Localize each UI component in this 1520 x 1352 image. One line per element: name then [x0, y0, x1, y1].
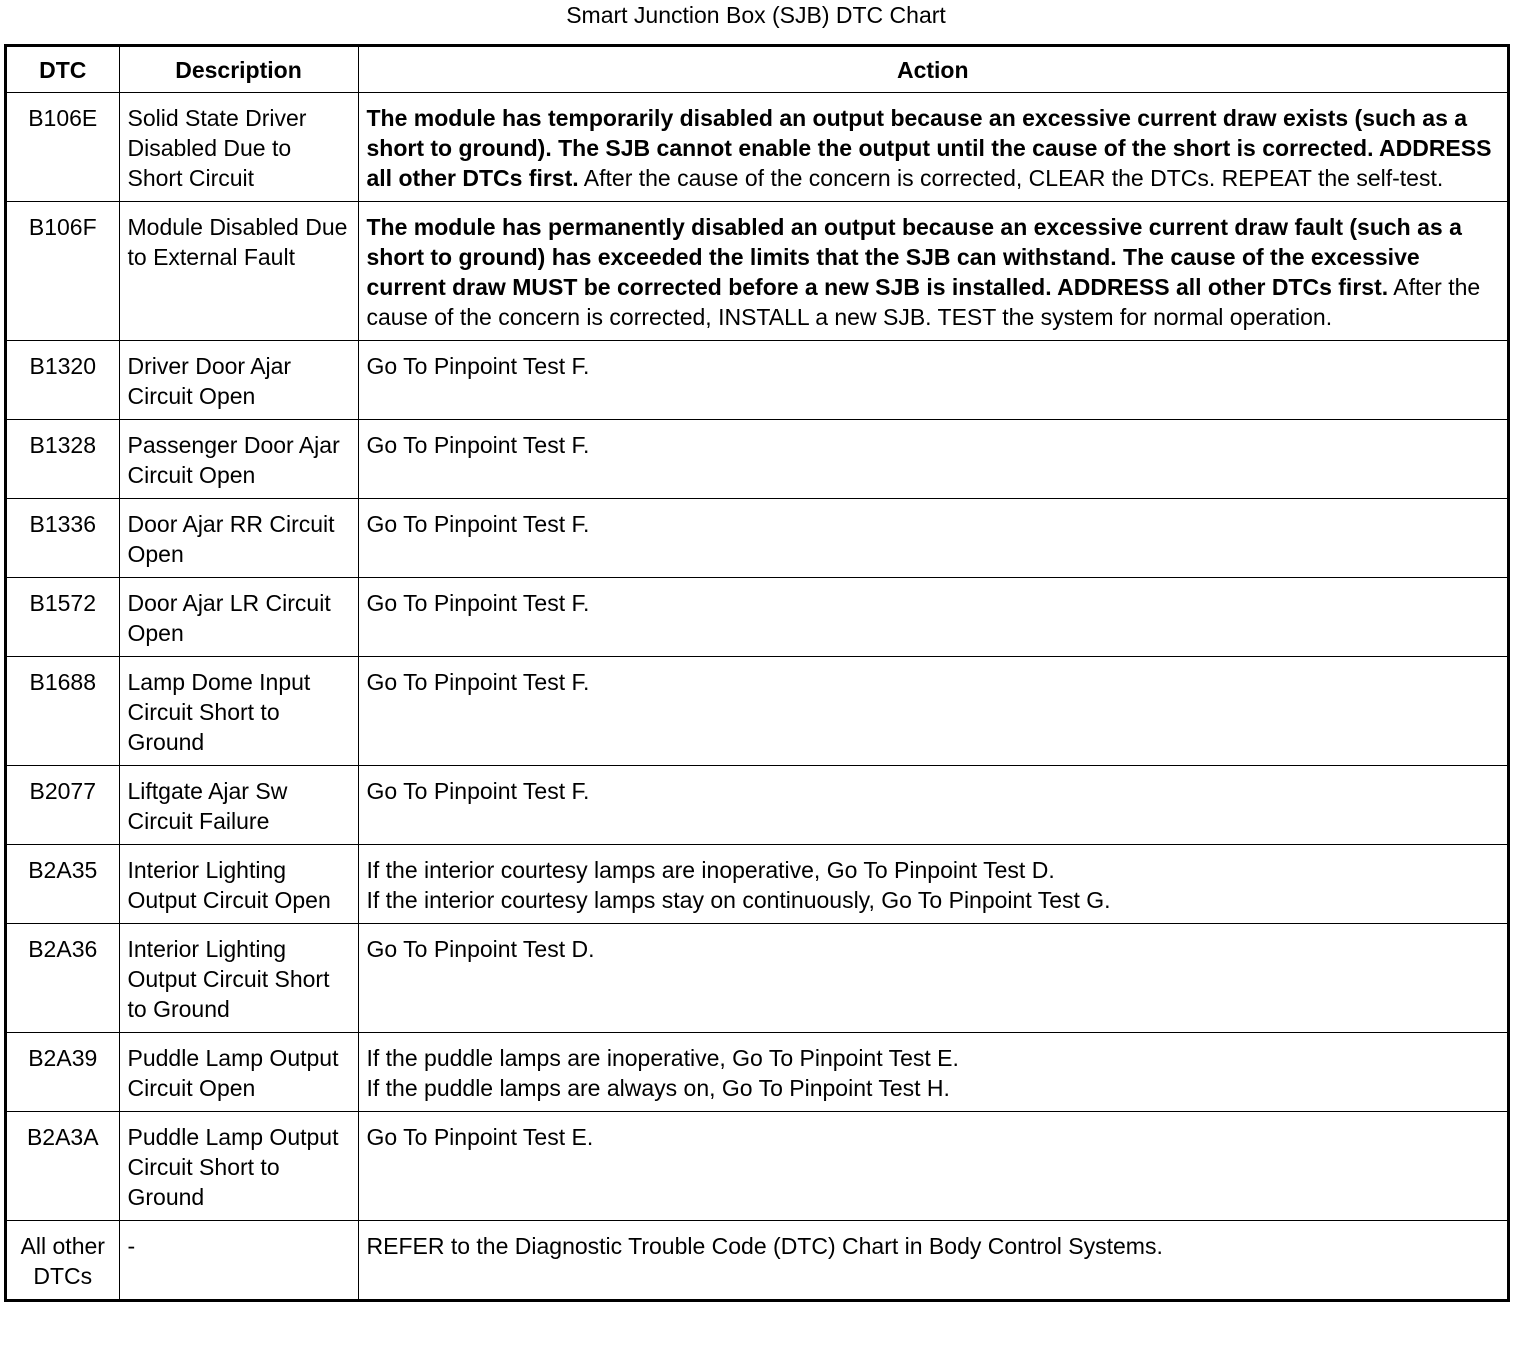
dtc-code: B106E	[7, 93, 119, 202]
dtc-description: Door Ajar LR Circuit Open	[119, 578, 358, 657]
table-row	[7, 845, 1507, 924]
action-line: If the puddle lamps are always on, Go To Pinpoint Test H.	[366, 1075, 950, 1101]
table-row	[7, 202, 1507, 341]
dtc-action: Go To Pinpoint Test F.	[358, 420, 1507, 499]
dtc-code: B2077	[7, 766, 119, 845]
dtc-action	[358, 202, 1507, 341]
dtc-action: REFER to the Diagnostic Trouble Code (DTC) Chart in Body Control Systems.	[358, 1221, 1507, 1300]
dtc-action	[358, 1033, 1507, 1112]
action-bold-text: The module has temporarily disabled an output because an excessive current draw exists (such as a short to ground). The SJB cannot enable the output until the cause of the short is corrected. ADDRESS all other DTCs first.	[366, 105, 1492, 191]
header-action: Action	[358, 47, 1507, 93]
dtc-action: Go To Pinpoint Test E.	[358, 1112, 1507, 1221]
table-row	[7, 657, 1507, 766]
dtc-code: B2A36	[7, 924, 119, 1033]
action-bold-text: The module has permanently disabled an output because an excessive current draw fault (such as a short to ground) has exceeded the limits that the SJB can withstand. The cause of the excessive current draw MUST be corrected before a new SJB is installed. ADDRESS all other DTCs first.	[366, 214, 1462, 300]
dtc-action: Go To Pinpoint Test F.	[358, 578, 1507, 657]
dtc-code: All other DTCs	[7, 1221, 119, 1300]
dtc-code: B2A39	[7, 1033, 119, 1112]
dtc-action	[358, 93, 1507, 202]
table-row	[7, 1221, 1507, 1300]
dtc-description: Liftgate Ajar Sw Circuit Failure	[119, 766, 358, 845]
dtc-action: Go To Pinpoint Test F.	[358, 341, 1507, 420]
dtc-action	[358, 845, 1507, 924]
dtc-description: -	[119, 1221, 358, 1300]
dtc-code: B106F	[7, 202, 119, 341]
dtc-description: Interior Lighting Output Circuit Open	[119, 845, 358, 924]
table-row	[7, 93, 1507, 202]
dtc-description: Door Ajar RR Circuit Open	[119, 499, 358, 578]
dtc-description: Solid State Driver Disabled Due to Short Circuit	[119, 93, 358, 202]
dtc-action: Go To Pinpoint Test D.	[358, 924, 1507, 1033]
table-row	[7, 499, 1507, 578]
action-line: If the puddle lamps are inoperative, Go To Pinpoint Test E.	[366, 1045, 959, 1071]
dtc-action: Go To Pinpoint Test F.	[358, 499, 1507, 578]
dtc-code: B2A35	[7, 845, 119, 924]
dtc-description: Passenger Door Ajar Circuit Open	[119, 420, 358, 499]
dtc-description: Puddle Lamp Output Circuit Short to Ground	[119, 1112, 358, 1221]
table-row	[7, 924, 1507, 1033]
dtc-code: B1688	[7, 657, 119, 766]
table-row	[7, 578, 1507, 657]
dtc-table	[4, 44, 1510, 1302]
dtc-code: B1572	[7, 578, 119, 657]
header-description: Description	[119, 47, 358, 93]
action-text: After the cause of the concern is corrected, CLEAR the DTCs. REPEAT the self-test.	[578, 165, 1444, 191]
dtc-description: Puddle Lamp Output Circuit Open	[119, 1033, 358, 1112]
dtc-action: Go To Pinpoint Test F.	[358, 766, 1507, 845]
table-row	[7, 341, 1507, 420]
dtc-code: B1336	[7, 499, 119, 578]
page-title: Smart Junction Box (SJB) DTC Chart	[566, 2, 946, 28]
dtc-description: Lamp Dome Input Circuit Short to Ground	[119, 657, 358, 766]
table-header-row	[7, 47, 1507, 93]
dtc-table-grid	[7, 47, 1507, 1299]
action-line: If the interior courtesy lamps are inoperative, Go To Pinpoint Test D.	[366, 857, 1055, 883]
action-line: If the interior courtesy lamps stay on continuously, Go To Pinpoint Test G.	[366, 887, 1111, 913]
table-row	[7, 766, 1507, 845]
dtc-code: B2A3A	[7, 1112, 119, 1221]
dtc-description: Module Disabled Due to External Fault	[119, 202, 358, 341]
dtc-action: Go To Pinpoint Test F.	[358, 657, 1507, 766]
table-row	[7, 1033, 1507, 1112]
dtc-description: Interior Lighting Output Circuit Short to Ground	[119, 924, 358, 1033]
dtc-code: B1320	[7, 341, 119, 420]
dtc-code: B1328	[7, 420, 119, 499]
table-row	[7, 420, 1507, 499]
table-row	[7, 1112, 1507, 1221]
dtc-description: Driver Door Ajar Circuit Open	[119, 341, 358, 420]
action-text: After the cause of the concern is corrected, INSTALL a new SJB. TEST the system for normal operation.	[366, 274, 1481, 330]
header-dtc: DTC	[7, 47, 119, 93]
